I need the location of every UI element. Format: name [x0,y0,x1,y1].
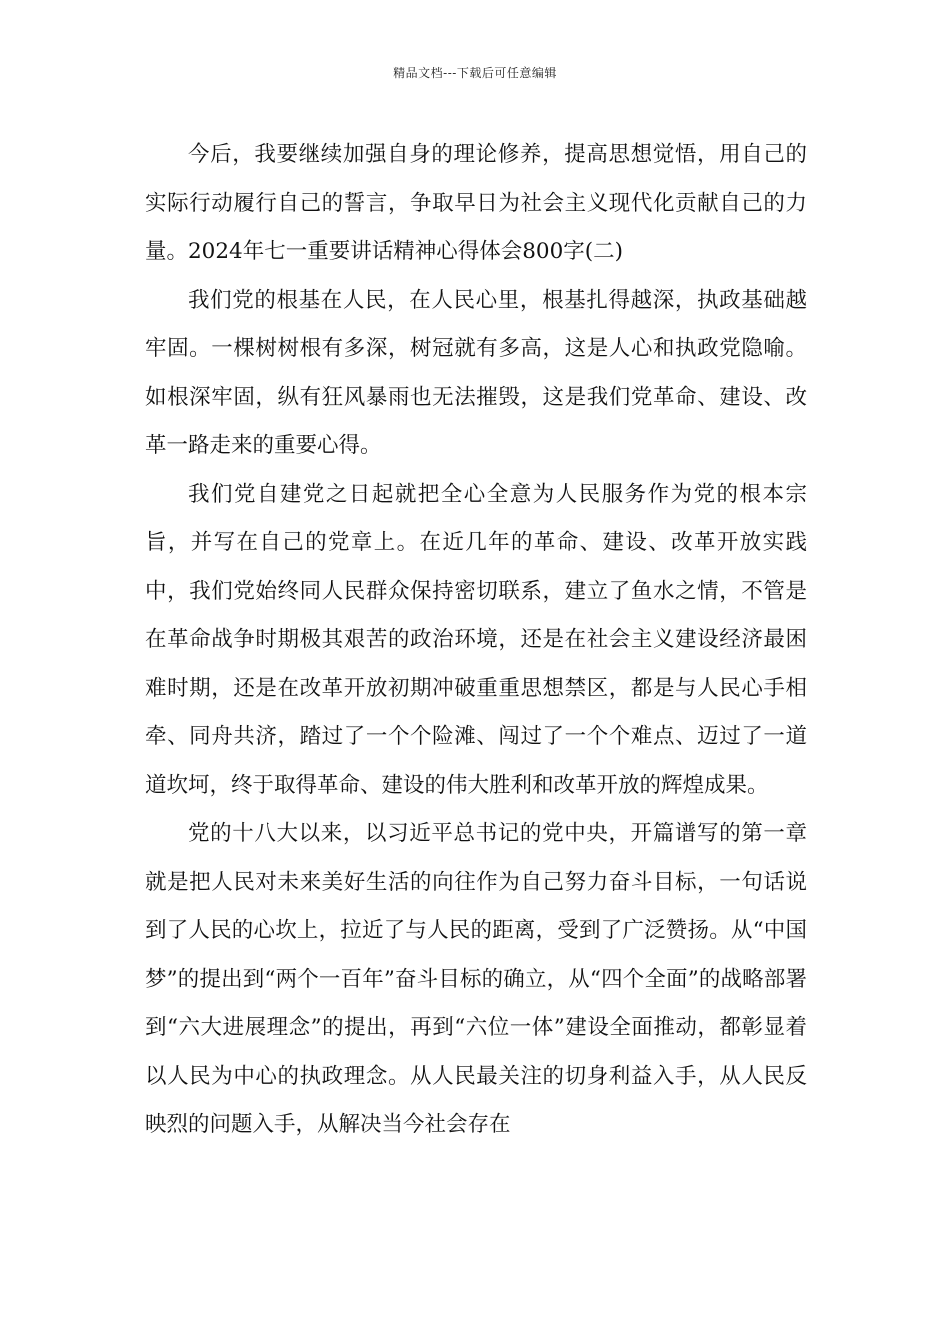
paragraph-2: 我们党的根基在人民，在人民心里，根基扎得越深，执政基础越牢固。一棵树树根有多深，树冠就有多高，这是人心和执政党隐喻。如根深牢固，纵有狂风暴雨也无法摧毁，这是我们党革命、建设、改革一路走来的重要心得。 [145,287,807,458]
paragraph-3: 我们党自建党之日起就把全心全意为人民服务作为党的根本宗旨，并写在自己的党章上。在近几年的革命、建设、改革开放实践中，我们党始终同人民群众保持密切联系，建立了鱼水之情，不管是在革命战争时期极其艰苦的政治环境，还是在社会主义建设经济最困难时期，还是在改革开放初期冲破重重思想禁区，都是与人民心手相牵、同舟共济，踏过了一个个险滩、闯过了一个个难点、迈过了一道道坎坷，终于取得革命、建设的伟大胜利和改革开放的辉煌成果。 [145,481,807,798]
document-body [145,131,807,1150]
paragraph-1: 今后，我要继续加强自身的理论修养，提高思想觉悟，用自己的实际行动履行自己的誓言，争取早日为社会主义现代化贡献自己的力量。2024年七一重要讲话精神心得体会800字(二) [145,142,807,264]
paragraph-4: 党的十八大以来，以习近平总书记的党中央，开篇谱写的第一章就是把人民对未来美好生活的向往作为自己努力奋斗目标，一句话说到了人民的心坎上，拉近了与人民的距离，受到了广泛赞扬。从“中国梦”的提出到“两个一百年”奋斗目标的确立，从“四个全面”的战略部署到“六大进展理念”的提出，再到“六位一体”建设全面推动，都彰显着以人民为中心的执政理念。从人民最关注的切身利益入手，从人民反映烈的问题入手，从解决当今社会存在 [145,821,807,1137]
page-header: 精品文档---下载后可任意编辑 [393,66,557,80]
